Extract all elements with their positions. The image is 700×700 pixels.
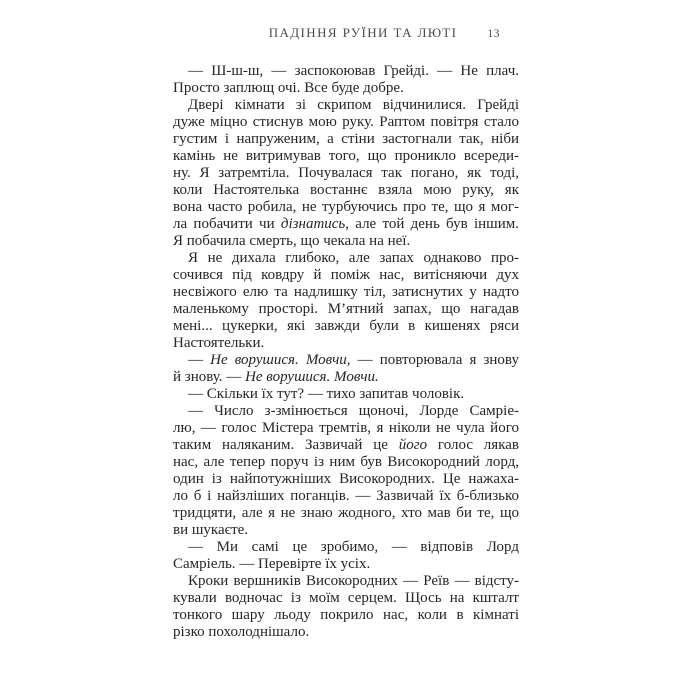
- text-segment: таким наляканим. Зазвичай це: [173, 437, 399, 453]
- text-line: [173, 182, 519, 199]
- text-line: [173, 233, 519, 250]
- text-line: [173, 471, 519, 488]
- text-line: [173, 165, 519, 182]
- text-segment: Я побачила смерть, що чекала на неї.: [173, 233, 411, 249]
- text-line: [173, 318, 519, 335]
- paragraph: [173, 63, 519, 97]
- text-segment: — Число з-змінюється щоночі, Лорде Самріе-: [188, 403, 519, 419]
- text-segment: Самріель. — Перевірте їх усіх.: [173, 556, 371, 572]
- italic-text-segment: його: [398, 437, 428, 453]
- text-segment: маленькому просторі. М’ятний запах, що нагадав: [173, 301, 519, 317]
- text-line: [173, 335, 519, 352]
- text-line: [173, 131, 519, 148]
- paragraph: [173, 386, 519, 403]
- text-line: [173, 250, 519, 267]
- text-segment: — повторювала я знову: [350, 352, 520, 368]
- text-segment: Я не дихала глибоко, але запах однаково про-: [188, 250, 519, 266]
- text-line: [173, 97, 519, 114]
- text-segment: — Ш-ш-ш, — заспокоював Грейді. — Не плач.: [188, 63, 519, 79]
- text-line: [173, 63, 519, 80]
- text-line: [173, 454, 519, 471]
- paragraph: [173, 573, 519, 641]
- text-line: [173, 199, 519, 216]
- text-segment: дуже міцно стиснув мою руку. Раптом повітря стало: [173, 114, 519, 130]
- text-segment: ло б і найзліших поганців. — Зазвичай їх б-близько: [173, 488, 519, 504]
- text-segment: мені... цукерки, які завжди були в кишенях ряси: [173, 318, 519, 334]
- text-segment: ла побачити чи: [173, 216, 281, 232]
- text-line: [173, 590, 519, 607]
- text-segment: — Ми самі це зробимо, — відповів Лорд: [188, 539, 519, 555]
- text-line: [173, 437, 519, 454]
- text-segment: Настоятельки.: [173, 335, 265, 351]
- text-segment: нас, але тепер поруч із ним був Високородний лорд,: [173, 454, 519, 470]
- text-line: [173, 284, 519, 301]
- text-segment: камінь не витримував того, що проникло всереди-: [173, 148, 519, 164]
- italic-text-segment: Не ворушися. Мовчи.: [245, 369, 379, 385]
- text-segment: сочився під ковдру й поміж нас, витісняючи дух: [173, 267, 519, 283]
- text-segment: один із найпотужніших Високородних. Це нажаха-: [173, 471, 519, 487]
- text-line: [173, 267, 519, 284]
- page-number: 13: [487, 28, 500, 40]
- text-line: [173, 403, 519, 420]
- paragraph: [173, 539, 519, 573]
- text-line: [173, 505, 519, 522]
- text-line: [173, 624, 519, 641]
- text-line: [173, 386, 519, 403]
- running-header: [173, 26, 519, 42]
- text-line: [173, 80, 519, 97]
- text-segment: вона часто робила, не турбуючись про те, що я мог-: [173, 199, 519, 215]
- text-segment: й знову. —: [173, 369, 246, 385]
- text-line: [173, 216, 519, 233]
- text-line: [173, 488, 519, 505]
- page-text: [173, 63, 519, 641]
- text-segment: Просто заплющ очі. Все буде добре.: [173, 80, 404, 96]
- text-segment: тонкого шару льоду покрило нас, коли в кімнаті: [173, 607, 519, 623]
- paragraph: [173, 97, 519, 250]
- text-segment: тридцяти, але я не знаю жодного, хто мав би те, що: [173, 505, 519, 521]
- text-segment: коли Настоятелька востаннє взяла мою руку, як: [173, 182, 519, 198]
- paragraph: [173, 403, 519, 539]
- text-segment: — Скільки їх тут? — тихо запитав чоловік.: [188, 386, 465, 402]
- text-line: [173, 539, 519, 556]
- text-line: [173, 556, 519, 573]
- text-line: [173, 573, 519, 590]
- text-line: [173, 352, 519, 369]
- text-line: [173, 148, 519, 165]
- text-segment: несвіжого елю та надлишку тіл, затиснутих у надто: [173, 284, 519, 300]
- text-segment: Двері кімнати зі скрипом відчинилися. Грейді: [188, 97, 519, 113]
- text-line: [173, 301, 519, 318]
- text-segment: голос лякав: [427, 437, 519, 453]
- text-line: [173, 369, 519, 386]
- italic-text-segment: Не ворушися. Мовчи,: [210, 352, 351, 368]
- text-segment: ви шукаєте.: [173, 522, 249, 538]
- paragraph: [173, 250, 519, 352]
- text-segment: —: [188, 352, 211, 368]
- text-line: [173, 114, 519, 131]
- text-segment: , але той день був іншим.: [345, 216, 519, 232]
- text-segment: Кроки вершників Високородних — Реїв — відсту-: [188, 573, 519, 589]
- text-segment: густим і напруженим, а стіни застогнали так, ніби: [173, 131, 519, 147]
- text-line: [173, 420, 519, 437]
- text-segment: кували водночас із моїм серцем. Щось на кшталт: [173, 590, 519, 606]
- running-header-title: ПАДІННЯ РУЇНИ ТА ЛЮТІ: [268, 25, 458, 40]
- paragraph: [173, 352, 519, 386]
- italic-text-segment: дізнатись: [280, 216, 346, 232]
- text-line: [173, 522, 519, 539]
- text-segment: ну. Я затремтіла. Почувалася так погано, як тоді,: [173, 165, 519, 181]
- text-segment: лю, — голос Містера тремтів, я ніколи не чула його: [173, 420, 519, 436]
- text-segment: різко похолоднішало.: [173, 624, 310, 640]
- text-line: [173, 607, 519, 624]
